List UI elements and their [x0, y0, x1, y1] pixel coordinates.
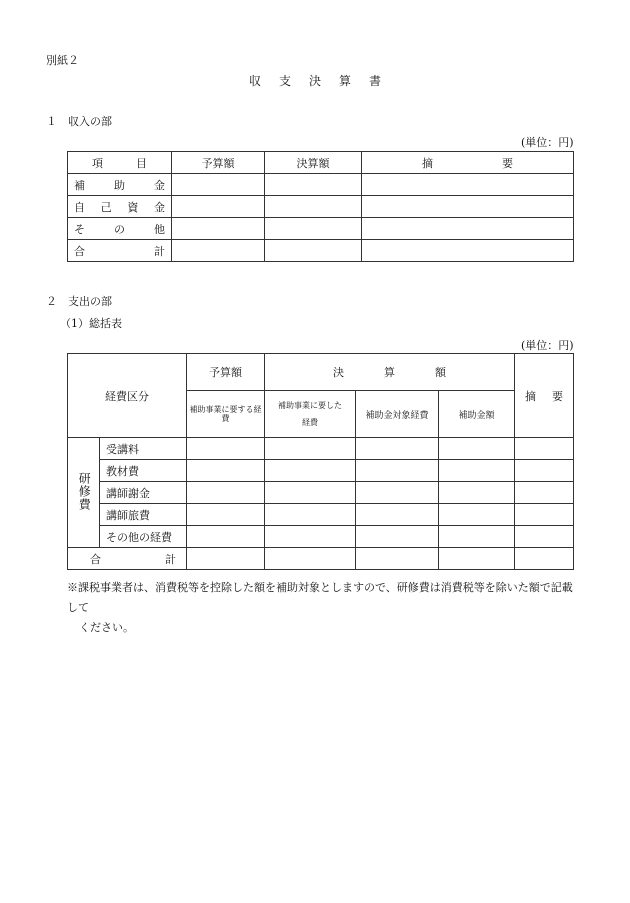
expense-cell[interactable] [187, 504, 265, 526]
expense-cell[interactable] [187, 482, 265, 504]
income-col-budget: 予算額 [172, 152, 265, 174]
expense-cell[interactable] [356, 548, 439, 570]
document-label: 別紙２ [46, 54, 79, 67]
expense-sub-eligible: 補助金対象経費 [356, 391, 439, 438]
expense-cell[interactable] [439, 438, 515, 460]
income-cell[interactable] [362, 174, 574, 196]
expense-sub-subsidy: 補助金額 [439, 391, 515, 438]
income-row-total [68, 240, 574, 262]
income-col-note: 摘 要 [362, 152, 574, 174]
income-row-label: 合 計 [68, 240, 172, 262]
expense-total-label: 合 計 [68, 548, 187, 570]
expense-cell[interactable] [187, 548, 265, 570]
expense-cell[interactable] [265, 548, 356, 570]
expense-cell[interactable] [439, 526, 515, 548]
expense-cell[interactable] [356, 482, 439, 504]
expense-cell[interactable] [515, 526, 574, 548]
expense-row [68, 460, 574, 482]
income-row-label: そ の 他 [68, 218, 172, 240]
income-cell[interactable] [362, 196, 574, 218]
expense-cell[interactable] [515, 460, 574, 482]
income-cell[interactable] [172, 218, 265, 240]
expense-cell[interactable] [515, 482, 574, 504]
expense-sub-spent: 補助事業に要した 経費 [265, 391, 356, 438]
expense-row [68, 504, 574, 526]
expense-row-label: 講師謝金 [100, 482, 187, 504]
expense-cell[interactable] [356, 460, 439, 482]
expense-subheading: （1）総括表 [60, 317, 122, 330]
income-header-row [68, 152, 574, 174]
income-cell[interactable] [362, 240, 574, 262]
income-cell[interactable] [172, 174, 265, 196]
expense-col-budget: 予算額 [187, 354, 265, 391]
expense-cell[interactable] [515, 548, 574, 570]
income-cell[interactable] [265, 174, 362, 196]
expense-row [68, 526, 574, 548]
expense-row-label: 講師旅費 [100, 504, 187, 526]
income-cell[interactable] [172, 196, 265, 218]
expense-heading: ２ 支出の部 [46, 295, 112, 308]
income-unit: (単位：円) [521, 136, 574, 149]
income-heading: １ 収入の部 [46, 115, 112, 128]
expense-cell[interactable] [356, 504, 439, 526]
income-row-own-funds [68, 196, 574, 218]
expense-cell[interactable] [439, 548, 515, 570]
expense-cell[interactable] [439, 482, 515, 504]
expense-cell[interactable] [265, 438, 356, 460]
expense-group-label: 研修費 [68, 438, 100, 548]
income-row-subsidy [68, 174, 574, 196]
income-cell[interactable] [172, 240, 265, 262]
income-cell[interactable] [265, 218, 362, 240]
tax-note-line-1: ※課税事業者は、消費税等を控除した額を補助対象としますので、研修費は消費税等を除いた額で記載して [67, 581, 573, 614]
expense-cell[interactable] [439, 460, 515, 482]
expense-table [67, 353, 574, 570]
expense-cell[interactable] [439, 504, 515, 526]
document-title: 収支決算書 [248, 74, 399, 88]
income-row-other [68, 218, 574, 240]
income-row-label: 自 己 資 金 [68, 196, 172, 218]
expense-cell[interactable] [265, 482, 356, 504]
income-cell[interactable] [265, 196, 362, 218]
expense-header-row-1 [68, 354, 574, 391]
income-row-label: 補 助 金 [68, 174, 172, 196]
expense-row-label: その他の経費 [100, 526, 187, 548]
expense-cell[interactable] [356, 438, 439, 460]
expense-cell[interactable] [265, 460, 356, 482]
income-cell[interactable] [265, 240, 362, 262]
tax-note-line-2: ください。 [79, 621, 134, 634]
expense-col-category: 経費区分 [68, 354, 187, 438]
expense-cell[interactable] [187, 438, 265, 460]
expense-cell[interactable] [265, 526, 356, 548]
expense-cell[interactable] [187, 460, 265, 482]
income-cell[interactable] [362, 218, 574, 240]
expense-row [68, 438, 574, 460]
expense-cell[interactable] [515, 438, 574, 460]
expense-row [68, 482, 574, 504]
income-table [67, 151, 574, 262]
expense-cell[interactable] [187, 526, 265, 548]
expense-row-label: 教材費 [100, 460, 187, 482]
expense-row-total [68, 548, 574, 570]
expense-col-note: 摘 要 [515, 354, 574, 438]
expense-cell[interactable] [265, 504, 356, 526]
expense-unit: (単位：円) [521, 339, 574, 352]
expense-row-label: 受講料 [100, 438, 187, 460]
expense-cell[interactable] [356, 526, 439, 548]
expense-sub-budget: 補助事業に要する経費 [187, 391, 265, 438]
income-col-item: 項 目 [68, 152, 172, 174]
tax-note [67, 578, 582, 638]
expense-col-settlement: 決 算 額 [265, 354, 515, 391]
income-col-settlement: 決算額 [265, 152, 362, 174]
expense-cell[interactable] [515, 504, 574, 526]
